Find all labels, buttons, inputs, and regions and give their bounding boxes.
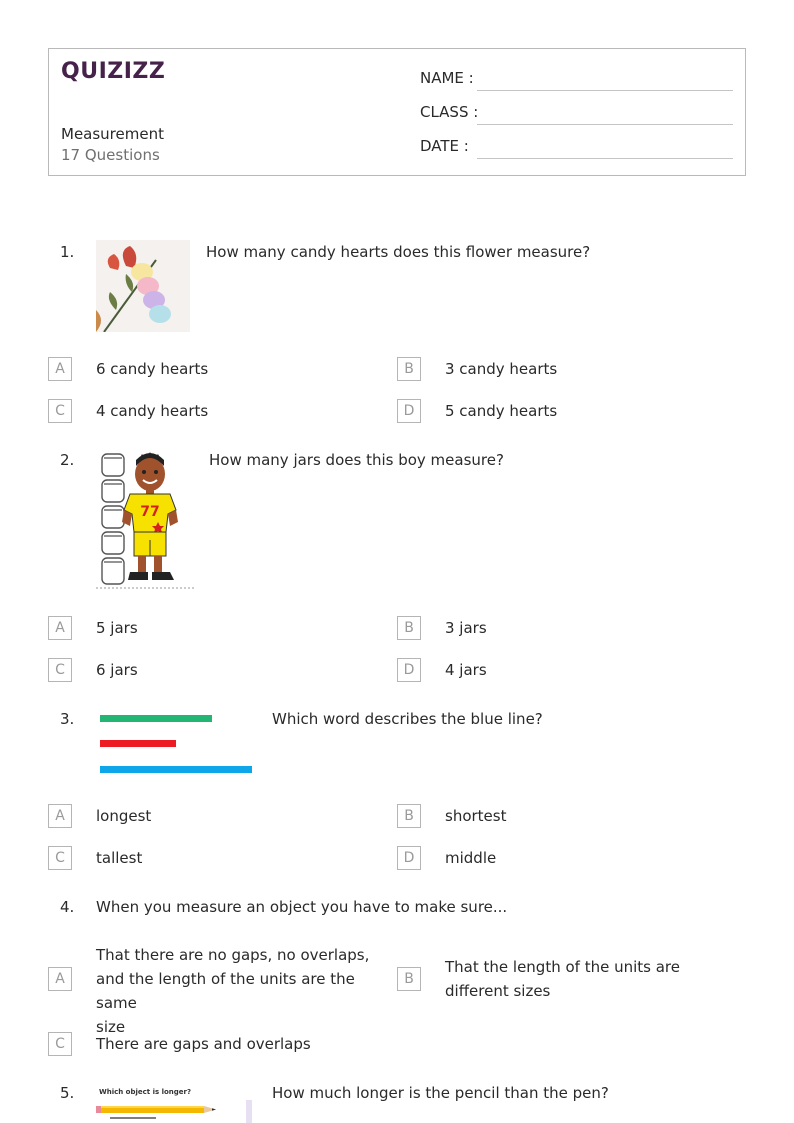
worksheet-title: Measurement <box>61 125 164 143</box>
question-5-number: 5. <box>60 1084 75 1102</box>
question-1-option-a-text: 6 candy hearts <box>96 360 209 378</box>
quizizz-logo: QUIZIZZ <box>61 59 166 84</box>
question-1-option-d-text: 5 candy hearts <box>445 402 558 420</box>
worksheet-header <box>48 48 746 176</box>
question-4-option-b-line-1: That the length of the units are <box>445 958 680 976</box>
boy-and-jars-image <box>96 448 194 592</box>
question-1-option-c-text: 4 candy hearts <box>96 402 209 420</box>
question-2-option-b-text: 3 jars <box>445 619 487 637</box>
class-field-line[interactable] <box>477 124 733 125</box>
pencil-pen-image <box>96 1082 256 1123</box>
question-4-option-c-text: There are gaps and overlaps <box>96 1035 311 1053</box>
colored-lines-image <box>96 708 256 778</box>
image-caption-text: Which object is longer? <box>99 1088 192 1096</box>
name-field-line[interactable] <box>477 90 733 91</box>
question-3-text: Which word describes the blue line? <box>272 710 543 728</box>
question-2-option-a-box[interactable]: A <box>48 616 72 640</box>
date-field-line[interactable] <box>477 158 733 159</box>
question-1-text: How many candy hearts does this flower measure? <box>206 243 591 261</box>
question-1-option-d-box[interactable]: D <box>397 399 421 423</box>
question-3-option-a-box[interactable]: A <box>48 804 72 828</box>
question-3-number: 3. <box>60 710 75 728</box>
question-4-option-a-line-1: That there are no gaps, no overlaps, <box>96 946 370 964</box>
question-3-option-b-box[interactable]: B <box>397 804 421 828</box>
question-2-text: How many jars does this boy measure? <box>209 451 504 469</box>
date-field-label: DATE : <box>420 137 469 155</box>
question-2-option-b-box[interactable]: B <box>397 616 421 640</box>
question-3-option-c-box[interactable]: C <box>48 846 72 870</box>
question-4-option-c-box[interactable]: C <box>48 1032 72 1056</box>
question-3-option-d-box[interactable]: D <box>397 846 421 870</box>
class-field-label: CLASS : <box>420 103 479 121</box>
blue-line <box>100 766 252 773</box>
question-4-option-a-line-3: size <box>96 1018 126 1036</box>
question-4-number: 4. <box>60 898 75 916</box>
question-3-option-b-text: shortest <box>445 807 507 825</box>
question-1-option-b-text: 3 candy hearts <box>445 360 558 378</box>
question-1-option-b-box[interactable]: B <box>397 357 421 381</box>
question-1-number: 1. <box>60 243 75 261</box>
question-1-option-c-box[interactable]: C <box>48 399 72 423</box>
green-line <box>100 715 212 722</box>
question-count: 17 Questions <box>61 146 160 164</box>
question-1-option-a-box[interactable]: A <box>48 357 72 381</box>
question-4-option-a-line-2: and the length of the units are the same <box>96 970 355 1012</box>
question-2-option-d-text: 4 jars <box>445 661 487 679</box>
name-field-label: NAME : <box>420 69 474 87</box>
red-line <box>100 740 176 747</box>
question-2-option-d-box[interactable]: D <box>397 658 421 682</box>
question-3-option-c-text: tallest <box>96 849 143 867</box>
question-3-option-a-text: longest <box>96 807 152 825</box>
question-2-option-c-text: 6 jars <box>96 661 138 679</box>
question-2-number: 2. <box>60 451 75 469</box>
shirt-number-text: 77 <box>140 504 160 520</box>
question-4-option-a-box[interactable]: A <box>48 967 72 991</box>
question-4-option-b-line-2: different sizes <box>445 982 551 1000</box>
question-2-option-c-box[interactable]: C <box>48 658 72 682</box>
question-5-text: How much longer is the pencil than the pen? <box>272 1084 609 1102</box>
question-4-option-b-text <box>445 955 735 1003</box>
question-4-option-a-text <box>96 943 396 1039</box>
question-4-option-b-box[interactable]: B <box>397 967 421 991</box>
candy-hearts-flower-image <box>96 240 190 332</box>
question-4-text: When you measure an object you have to make sure... <box>96 898 508 916</box>
question-2-option-a-text: 5 jars <box>96 619 138 637</box>
question-3-option-d-text: middle <box>445 849 497 867</box>
